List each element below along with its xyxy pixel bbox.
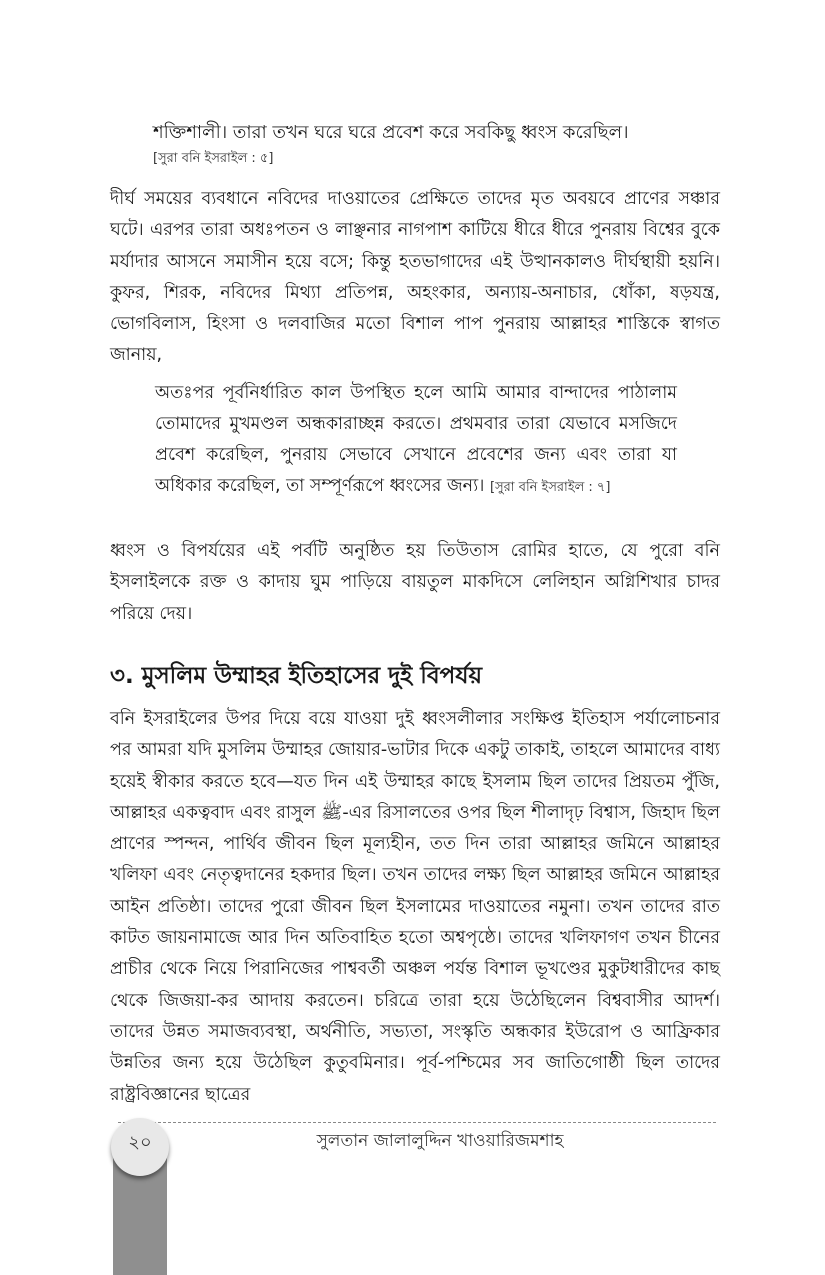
quote-block-2 — [155, 378, 677, 502]
paragraph-2: ধ্বংস ও বিপর্যয়ের এই পর্বটি অনুষ্ঠিত হয় তিউতাস রোমির হাতে, যে পুরো বনি ইসলাইলকে রক্ত ও কাদায় ঘুম পাড়িয়ে বায়তুল মাকদিসে লেলিহান অগ্নিশিখার চাদর পরিয়ে দেয়। — [110, 541, 720, 624]
quote-text: অতঃপর পূর্বনির্ধারিত কাল উপস্থিত হলে আমি আমার বান্দাদের পাঠালাম তোমাদের মুখমণ্ডল অন্ধকারাচ্ছন্ন করতে। প্রথমবার তারা যেভাবে মসজিদে প্রবেশ করেছিল, পুনরায় সেভাবে সেখানে প্রবেশের জন্য এবং তারা যা অধিকার করেছিল, তা সম্পূর্ণরূপে ধ্বংসের জন্য। — [155, 383, 677, 496]
running-footer-title: সুলতান জালালুদ্দিন খাওয়ারিজমশাহ — [316, 1131, 564, 1151]
quote-citation: [সুরা বনি ইসরাইল : ৭] — [490, 480, 611, 495]
quote-text: শক্তিশালী। তারা তখন ঘরে ঘরে প্রবেশ করে সবকিছু ধ্বংস করেছিল। — [153, 122, 629, 143]
quote-citation: [সুরা বনি ইসরাইল : ৫] — [153, 151, 274, 166]
footer-divider — [118, 1122, 716, 1123]
paragraph-3: বনি ইসরাইলের উপর দিয়ে বয়ে যাওয়া দুই ধ্বংসলীলার সংক্ষিপ্ত ইতিহাস পর্যালোচনার পর আমরা যদি মুসলিম উম্মাহর জোয়ার-ভাটার দিকে একটু তাকাই, তাহলে আমাদের বাধ্য হয়েই স্বীকার করতে হবে—যত দিন এই উম্মাহর কাছে ইসলাম ছিল তাদের প্রিয়তম পুঁজি, আল্লাহর একত্ববাদ এবং রাসুল ﷺ-এর রিসালতের ওপর ছিল শীলাদৃঢ় বিশ্বাস, জিহাদ ছিল প্রাণের স্পন্দন, পার্থিব জীবন ছিল মূল্যহীন, তত দিন তারা আল্লাহর জমিনে আল্লাহর খলিফা এবং নেতৃত্বদানের হকদার ছিল। তখন তাদের লক্ষ্য ছিল আল্লাহর জমিনে আল্লাহর আইন প্রতিষ্ঠা। তাদের পুরো জীবন ছিল ইসলামের দাওয়াতের নমুনা। তখন তাদের রাত কাটত জায়নামাজে আর দিন অতিবাহিত হতো অশ্বপৃষ্ঠে। তাদের খলিফাগণ তখন চীনের প্রাচীর থেকে নিয়ে পিরানিজের পাশ্ববর্তী অঞ্চল পর্যন্ত বিশাল ভূখণ্ডের মুকুটধারীদের কাছ থেকে জিজয়া-কর আদায় করতেন। চরিত্রে তারা হয়ে উঠেছিলেন বিশ্ববাসীর আদর্শ। তাদের উন্নত সমাজব্যবস্থা, অর্থনীতি, সভ্যতা, সংস্কৃতি অন্ধকার ইউরোপ ও আফ্রিকার উন্নতির জন্য হয়ে উঠেছিল কুতুবমিনার। পূর্ব-পশ্চিমের সব জাতিগোষ্ঠী ছিল তাদের রাষ্ট্রবিজ্ঞানের ছাত্রের — [110, 709, 721, 1105]
quote-block-1 — [153, 118, 713, 170]
page-number: ২০ — [128, 1132, 152, 1153]
paragraph-1: দীর্ঘ সময়ের ব্যবধানে নবিদের দাওয়াতের প্রেক্ষিতে তাদের মৃত অবয়বে প্রাণের সঞ্চার ঘটে। এরপর তারা অধঃপতন ও লাঞ্ছনার নাগপাশ কাটিয়ে ধীরে ধীরে পুনরায় বিশ্বের বুকে মর্যাদার আসনে সমাসীন হয়ে বসে; কিন্তু হতভাগাদের এই উত্থানকালও দীর্ঘস্থায়ী হয়নি। কুফর, শিরক, নবিদের মিথ্যা প্রতিপন্ন, অহংকার, অন্যায়-অনাচার, ধোঁকা, ষড়যন্ত্র, ভোগবিলাস, হিংসা ও দলবাজির মতো বিশাল পাপ পুনরায় আল্লাহর শাস্তিকে স্বাগত জানায়, — [110, 189, 720, 366]
section-heading: ৩. মুসলিম উম্মাহর ইতিহাসের দুই বিপর্যয় — [110, 663, 483, 689]
